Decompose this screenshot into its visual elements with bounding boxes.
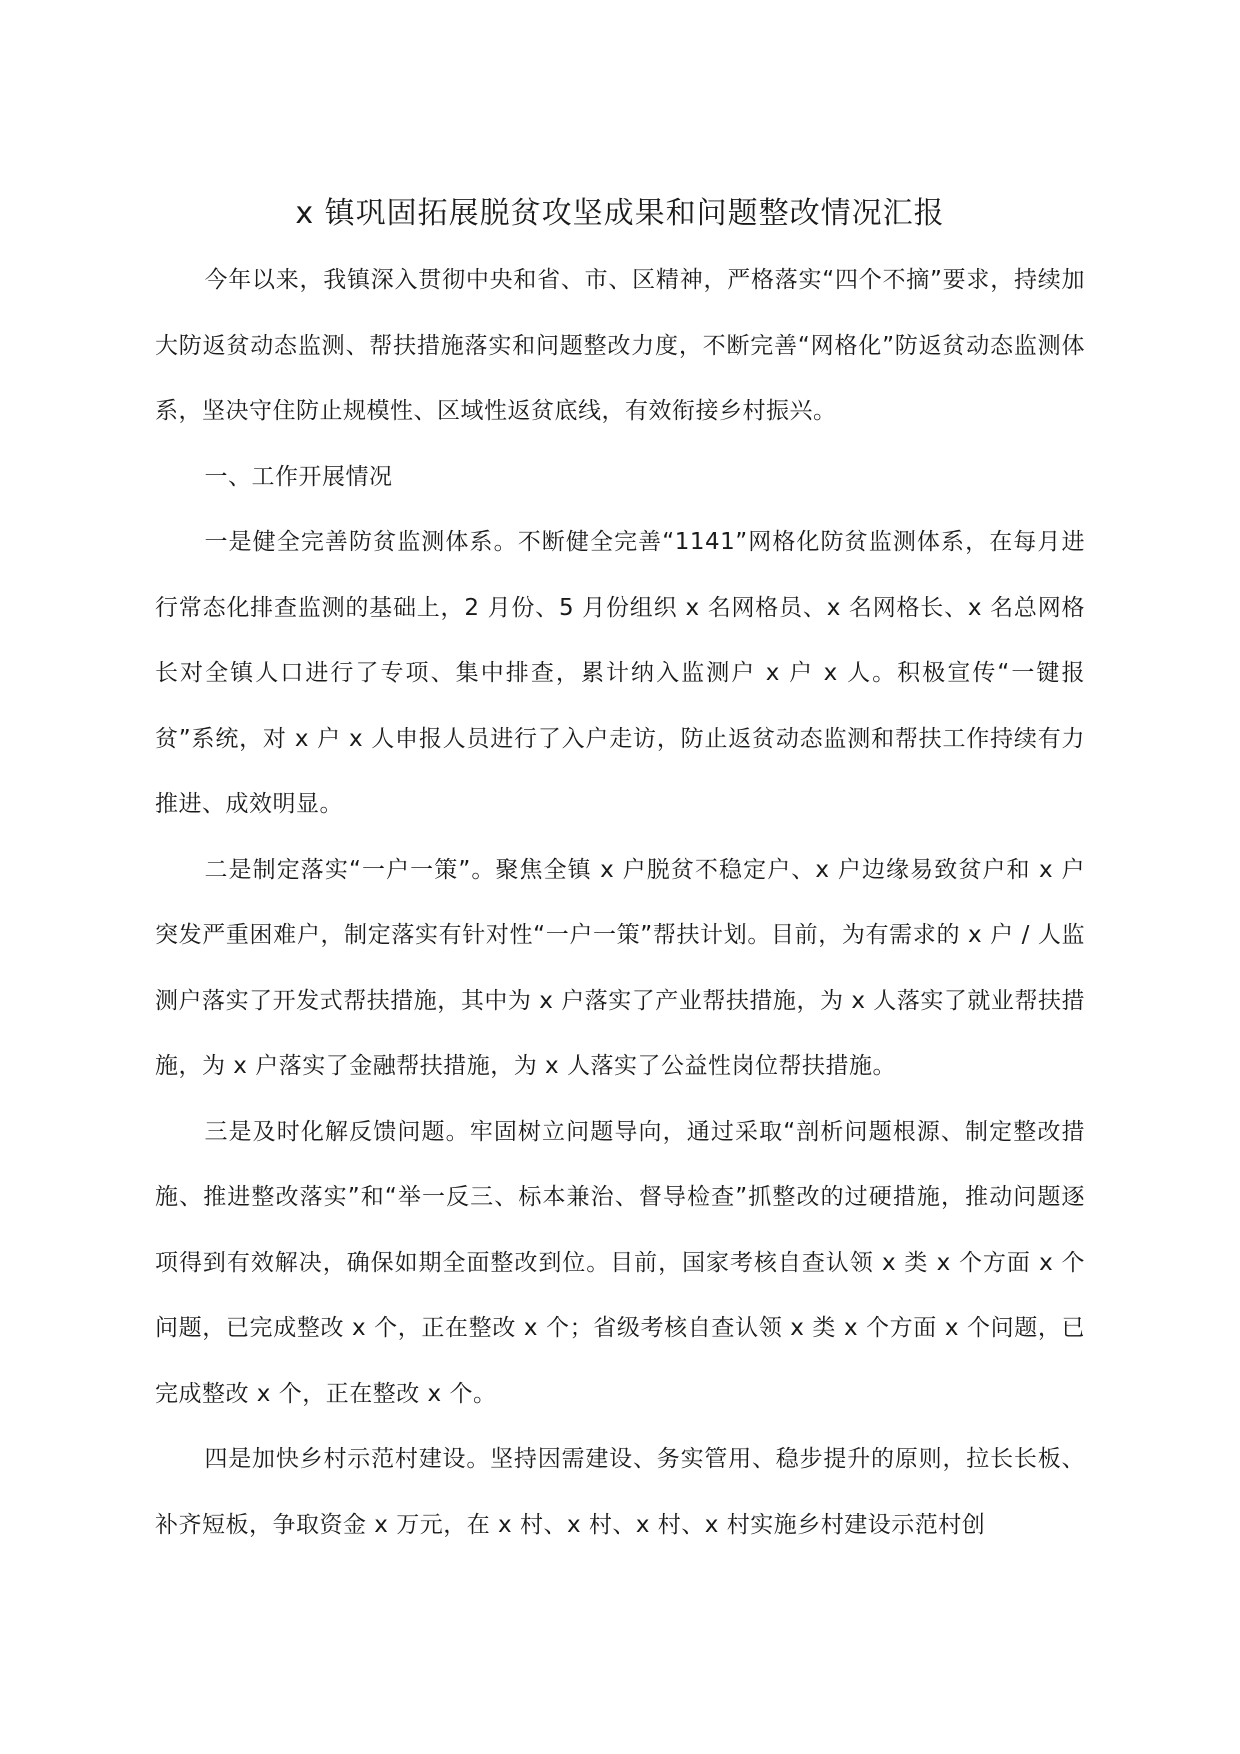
paragraph-demonstration-village: 四是加快乡村示范村建设。坚持因需建设、务实管用、稳步提升的原则，拉长长板、补齐短板，争取资金 x 万元，在 x 村、x 村、x 村、x 村实施乡村建设示范村创: [155, 1446, 1085, 1538]
document-title: x 镇巩固拓展脱贫攻坚成果和问题整改情况汇报: [295, 196, 945, 231]
section-heading: 一、工作开展情况: [204, 463, 393, 490]
document-body: [155, 248, 1085, 1558]
paragraph-resolve-feedback-issues: 三是及时化解反馈问题。牢固树立问题导向，通过采取“剖析问题根源、制定整改措施、推进整改落实”和“举一反三、标本兼治、督导检查”抓整改的过硬措施，推动问题逐项得到有效解决，确保如期全面整改到位。目前，国家考核自查认领 x 类 x 个方面 x 个问题，已完成整改 x 个，正在整改 x 个；省级考核自查认领 x 类 x 个方面 x 个问题，已完成整改 x 个，正在整改 x 个。: [155, 1118, 1085, 1407]
paragraph-one-household-one-policy: 二是制定落实“一户一策”。聚焦全镇 x 户脱贫不稳定户、x 户边缘易致贫户和 x 户突发严重困难户，制定落实有针对性“一户一策”帮扶计划。目前，为有需求的 x 户 / 人监测户落实了开发式帮扶措施，其中为 x 户落实了产业帮扶措施，为 x 人落实了就业帮扶措施，为 x 户落实了金融帮扶措施，为 x 人落实了公益性岗位帮扶措施。: [155, 856, 1085, 1079]
intro-paragraph: 今年以来，我镇深入贯彻中央和省、市、区精神，严格落实“四个不摘”要求，持续加大防返贫动态监测、帮扶措施落实和问题整改力度，不断完善“网格化”防返贫动态监测体系，坚决守住防止规模性、区域性返贫底线，有效衔接乡村振兴。: [155, 267, 1085, 424]
paragraph-monitoring-system: 一是健全完善防贫监测体系。不断健全完善“1141”网格化防贫监测体系，在每月进行常态化排查监测的基础上，2 月份、5 月份组织 x 名网格员、x 名网格长、x 名总网格长对全镇人口进行了专项、集中排查，累计纳入监测户 x 户 x 人。积极宣传“一键报贫”系统，对 x 户 x 人申报人员进行了入户走访，防止返贫动态监测和帮扶工作持续有力推进、成效明显。: [155, 529, 1085, 817]
